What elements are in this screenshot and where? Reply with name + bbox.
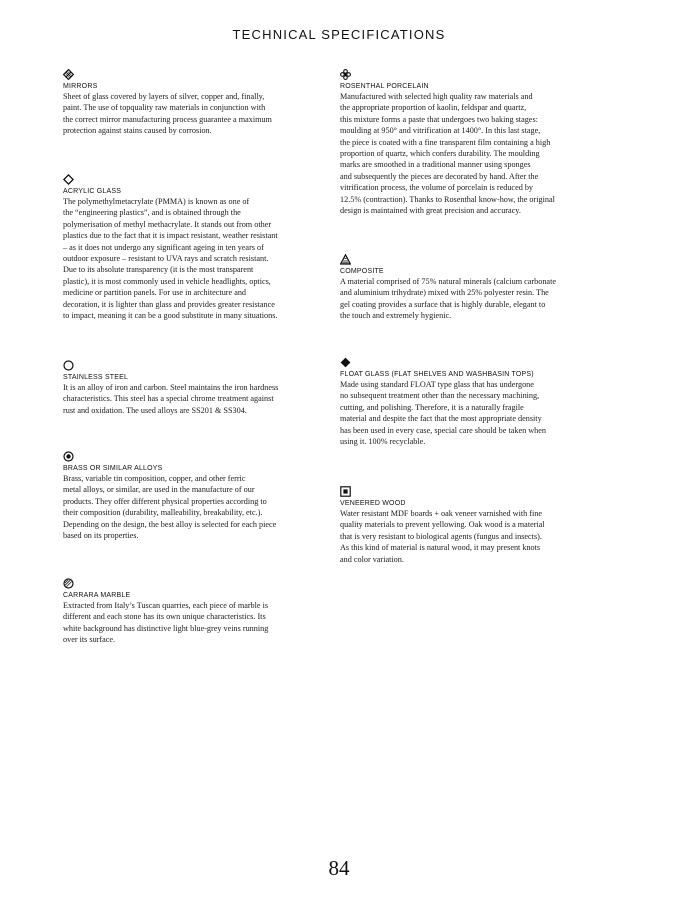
section-heading: STAINLESS STEEL [63, 374, 129, 381]
section-body: Water resistant MDF boards + oak veneer varnished with fine quality materials to prevent yellowing. Oak wood is a material that is very resistant to biological agents (fungus and insects). As this kind of material is natural wood, it may present knots and color variation. [340, 509, 545, 564]
section-heading: ROSENTHAL PORCELAIN [340, 83, 429, 90]
section-body: The polymethylmetacrylate (PMMA) is known as one of the “engineering plastics”, and is obtained through the polymerisation of methyl methacrylate. It stands out from other plastics due to the fact that it is impact resistant, weather resistant – as it does not undergo any significant ageing in ten years of outdoor exposure – resistant to UVA rays and scratch resistant. Due to its absolute transparency (it is the most transparent plastic), it is most commonly used in vehicle headlights, optics, medicine or partition panels. For use in architecture and decoration, it is lighter than glass and provides greater resistance to impact, meaning it can be a good substitute in many situations. [63, 197, 278, 321]
page-title: TECHNICAL SPECIFICATIONS [232, 27, 446, 42]
section-brass [63, 451, 328, 541]
section-heading: FLOAT GLASS (FLAT SHELVES AND WASHBASIN TOPS) [340, 371, 534, 378]
section-carrara-marble [63, 578, 328, 646]
diamond-filled-icon [340, 357, 351, 368]
section-body: Extracted from Italy’s Tuscan quarries, each piece of marble is different and each stone has its own unique characteristics. Its white background has distinctive light blue-grey veins running over its surface. [63, 601, 269, 645]
diamond-grid-icon [63, 69, 74, 80]
section-body: It is an alloy of iron and carbon. Steel maintains the iron hardness characteristics. This steel has a special chrome treatment against rust and oxidation. The used alloys are SS201 & SS304. [63, 383, 279, 415]
section-rosenthal-porcelain [340, 69, 605, 216]
circle-dot-icon [63, 451, 74, 462]
section-heading: CARRARA MARBLE [63, 592, 131, 599]
section-heading: MIRRORS [63, 83, 98, 90]
section-body: Sheet of glass covered by layers of silver, copper and, finally, paint. The use of topquality raw materials in conjunction with the correct mirror manufacturing process guarantee a maximum protection against stains caused by corrosion. [63, 92, 272, 136]
diamond-outline-icon [63, 174, 74, 185]
section-body: Manufactured with selected high quality raw materials and the appropriate proportion of kaolin, feldspar and quartz, this mixture forms a paste that undergoes two baking stages: moulding at 950° and vitrification at 1400°. In this last stage, the piece is coated with a fine transparent film containing a high proportion of quartz, which confers durability. The moulding marks are smoothed in a traditional manner using sponges and subsequently the pieces are decorated by hand. After the vitrification process, the volume of porcelain is reduced by 12.5% (contraction). Thanks to Rosenthal know-how, the original design is maintained with great precision and accuracy. [340, 92, 555, 216]
section-stainless-steel [63, 360, 328, 416]
section-body: A material comprised of 75% natural minerals (calcium carbonate and aluminium trihydrate) mixed with 25% polyester resin. The gel coating provides a surface that is highly durable, elegant to the touch and extremely hygienic. [340, 277, 556, 321]
circle-outline-icon [63, 360, 74, 371]
square-dot-icon [340, 486, 351, 497]
section-heading: COMPOSITE [340, 268, 384, 275]
section-veneered-wood [340, 486, 605, 565]
section-mirrors [63, 69, 328, 137]
gear-flower-icon [340, 69, 351, 80]
triangle-hatched-icon [340, 254, 351, 265]
section-heading: VENEERED WOOD [340, 500, 406, 507]
page-number: 84 [328, 856, 350, 880]
section-composite [340, 254, 605, 322]
section-body: Made using standard FLOAT type glass that has undergone no subsequent treatment other than the necessary machining, cutting, and polishing. Therefore, it is a naturally fragile material and despite the fact that the most appropriate density has been used in every case, special care should be taken when using it. 100% recyclable. [340, 380, 546, 447]
circle-hatched-icon [63, 578, 74, 589]
section-float-glass [340, 357, 605, 447]
section-body: Brass, variable tin composition, copper, and other ferric metal alloys, or similar, are used in the manufacture of our products. They offer different physical properties according to their composition (durability, malleability, breakability, etc.). Depending on the design, the best alloy is selected for each piece based on its properties. [63, 474, 277, 541]
section-heading: BRASS OR SIMILAR ALLOYS [63, 465, 163, 472]
section-heading: ACRYLIC GLASS [63, 188, 122, 195]
section-acrylic-glass [63, 174, 328, 321]
